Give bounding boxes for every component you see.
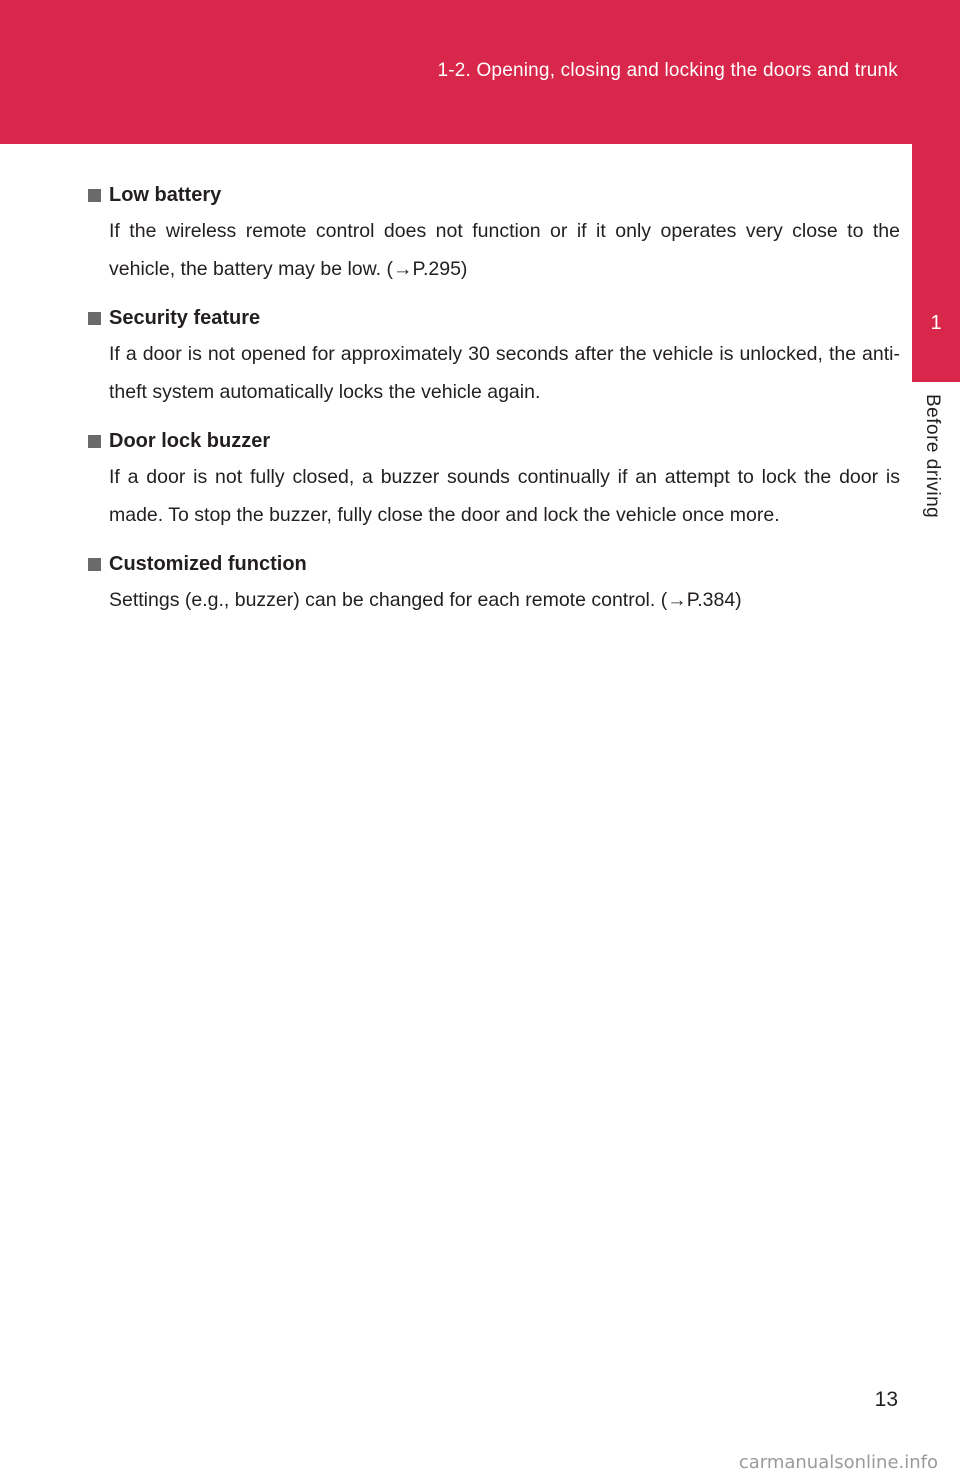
section-title: Low battery (109, 183, 222, 206)
chapter-number: 1 (930, 312, 942, 334)
section-low-battery (88, 178, 900, 288)
square-bullet-icon (88, 312, 101, 325)
section-title: Security feature (109, 306, 261, 329)
section-body: Settings (e.g., buzzer) can be changed for each remote control. (→P.384) (109, 589, 742, 611)
square-bullet-icon (88, 189, 101, 202)
watermark: carmanualsonline.info (738, 1452, 938, 1473)
square-bullet-icon (88, 435, 101, 448)
page-content (88, 178, 900, 632)
page-number: 13 (874, 1388, 898, 1411)
section-security-feature (88, 301, 900, 411)
section-body: If the wireless remote control does not function or if it only operates very close to the vehicle, the battery may be low. (→P.295) (109, 220, 900, 280)
section-title: Door lock buzzer (109, 429, 271, 452)
chapter-tab (912, 144, 960, 382)
section-door-lock-buzzer (88, 424, 900, 534)
page-header (0, 0, 960, 144)
section-body: If a door is not opened for approximately 30 seconds after the vehicle is unlocked, the anti-theft system automatically locks the vehicle again. (109, 343, 900, 403)
section-body: If a door is not fully closed, a buzzer sounds continually if an attempt to lock the door is made. To stop the buzzer, fully close the door and lock the vehicle once more. (109, 466, 900, 526)
chapter-title: 1-2. Opening, closing and locking the doors and trunk (437, 60, 898, 81)
square-bullet-icon (88, 558, 101, 571)
section-customized-function (88, 547, 900, 619)
chapter-label: Before driving (922, 394, 943, 519)
section-title: Customized function (109, 552, 307, 575)
